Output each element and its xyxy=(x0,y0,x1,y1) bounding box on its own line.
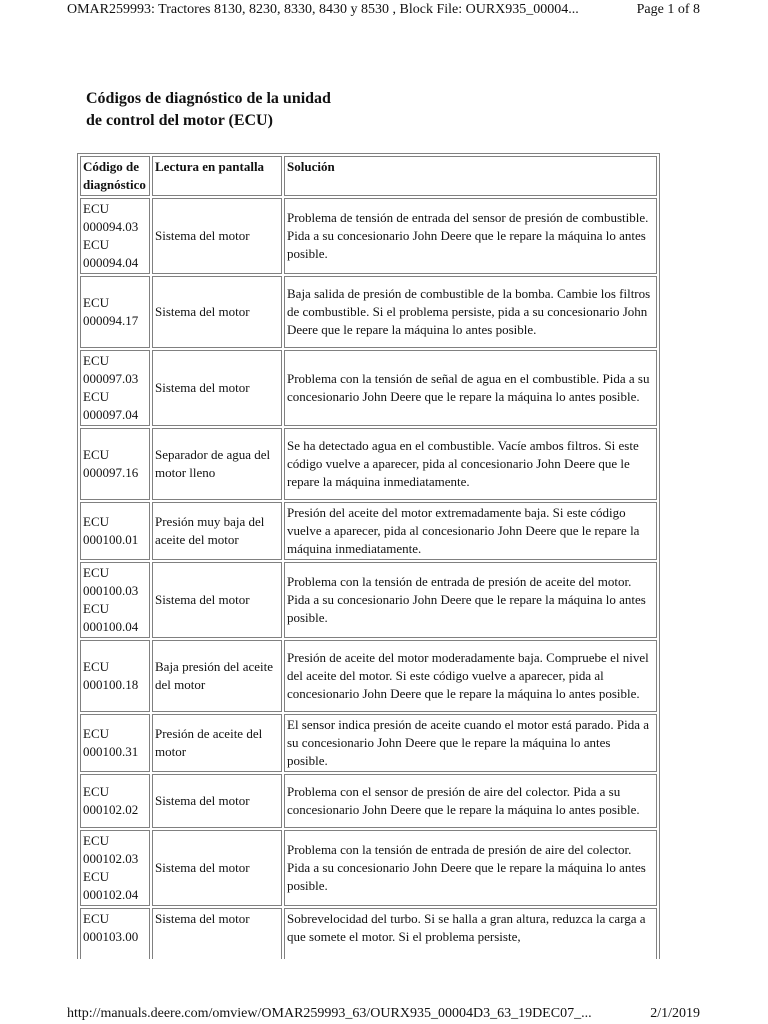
solution-cell: El sensor indica presión de aceite cuando el motor está parado. Pida a su concesionario John Deere que le repare la máquina lo antes posible. xyxy=(284,714,657,772)
solution-cell: Sobrevelocidad del turbo. Si se halla a gran altura, reduzca la carga a que somete el motor. Si el problema persiste, xyxy=(284,908,657,959)
reading-cell: Sistema del motor xyxy=(152,830,282,906)
table-row xyxy=(80,562,657,638)
solution-cell: Problema con el sensor de presión de aire del colector. Pida a su concesionario John Deere que le repare la máquina lo antes posible. xyxy=(284,774,657,828)
reading-cell: Sistema del motor xyxy=(152,198,282,274)
code-cell: ECU 000097.03 ECU 000097.04 xyxy=(80,350,150,426)
table-row xyxy=(80,714,657,772)
code-cell: ECU 000094.17 xyxy=(80,276,150,348)
reading-cell: Presión muy baja del aceite del motor xyxy=(152,502,282,560)
table-row xyxy=(80,774,657,828)
diagnostic-codes-table xyxy=(77,153,660,959)
page-number: Page 1 of 8 xyxy=(636,2,700,17)
reading-cell: Sistema del motor xyxy=(152,908,282,959)
document-title: OMAR259993: Tractores 8130, 8230, 8330, 8430 y 8530 , Block File: OURX935_00004... xyxy=(67,2,579,17)
solution-cell: Problema con la tensión de entrada de presión de aire del colector. Pida a su concesionario John Deere que le repare la máquina lo antes posible. xyxy=(284,830,657,906)
solution-cell: Baja salida de presión de combustible de la bomba. Cambie los filtros de combustible. Si el problema persiste, pida a su concesionario John Deere que le repare la máquina lo antes posible. xyxy=(284,276,657,348)
table-row xyxy=(80,908,657,959)
page-url: http://manuals.deere.com/omview/OMAR259993_63/OURX935_00004D3_63_19DEC07_... xyxy=(67,1006,592,1021)
table-row xyxy=(80,830,657,906)
page-title xyxy=(86,88,406,132)
reading-cell: Sistema del motor xyxy=(152,276,282,348)
page-title-line-2: de control del motor (ECU) xyxy=(86,112,273,129)
solution-cell: Se ha detectado agua en el combustible. Vacíe ambos filtros. Si este código vuelve a aparecer, pida al concesionario John Deere que le repare la máquina inmediatamente. xyxy=(284,428,657,500)
code-cell: ECU 000100.01 xyxy=(80,502,150,560)
table-row xyxy=(80,198,657,274)
table-header-row xyxy=(80,156,657,196)
reading-cell: Sistema del motor xyxy=(152,774,282,828)
solution-cell: Presión del aceite del motor extremadamente baja. Si este código vuelve a aparecer, pida al concesionario John Deere que le repare la máquina inmediatamente. xyxy=(284,502,657,560)
solution-cell: Problema con la tensión de entrada de presión de aceite del motor. Pida a su concesionario John Deere que le repare la máquina lo antes posible. xyxy=(284,562,657,638)
code-cell: ECU 000102.02 xyxy=(80,774,150,828)
page-title-line-1: Códigos de diagnóstico de la unidad xyxy=(86,90,331,107)
solution-cell: Problema de tensión de entrada del sensor de presión de combustible. Pida a su concesionario John Deere que le repare la máquina lo antes posible. xyxy=(284,198,657,274)
print-footer xyxy=(0,1004,768,1024)
reading-cell: Separador de agua del motor lleno xyxy=(152,428,282,500)
diagnostic-table-container xyxy=(77,153,660,959)
code-cell: ECU 000100.31 xyxy=(80,714,150,772)
print-date: 2/1/2019 xyxy=(650,1006,700,1021)
table-row xyxy=(80,350,657,426)
print-header xyxy=(0,0,768,22)
reading-cell: Baja presión del aceite del motor xyxy=(152,640,282,712)
solution-cell: Problema con la tensión de señal de agua en el combustible. Pida a su concesionario John Deere que le repare la máquina lo antes posible. xyxy=(284,350,657,426)
reading-cell: Presión de aceite del motor xyxy=(152,714,282,772)
code-cell: ECU 000100.18 xyxy=(80,640,150,712)
column-header-reading: Lectura en pantalla xyxy=(152,156,282,196)
table-row xyxy=(80,640,657,712)
table-row xyxy=(80,428,657,500)
code-cell: ECU 000097.16 xyxy=(80,428,150,500)
code-cell: ECU 000094.03 ECU 000094.04 xyxy=(80,198,150,274)
reading-cell: Sistema del motor xyxy=(152,350,282,426)
table-row xyxy=(80,502,657,560)
code-cell: ECU 000103.00 xyxy=(80,908,150,959)
code-cell: ECU 000100.03 ECU 000100.04 xyxy=(80,562,150,638)
table-row xyxy=(80,276,657,348)
column-header-solution: Solución xyxy=(284,156,657,196)
column-header-code: Código de diagnóstico xyxy=(80,156,150,196)
reading-cell: Sistema del motor xyxy=(152,562,282,638)
code-cell: ECU 000102.03 ECU 000102.04 xyxy=(80,830,150,906)
solution-cell: Presión de aceite del motor moderadamente baja. Compruebe el nivel del aceite del motor. Si este código vuelve a aparecer, pida al concesionario John Deere que le repare la máquina lo antes posible. xyxy=(284,640,657,712)
